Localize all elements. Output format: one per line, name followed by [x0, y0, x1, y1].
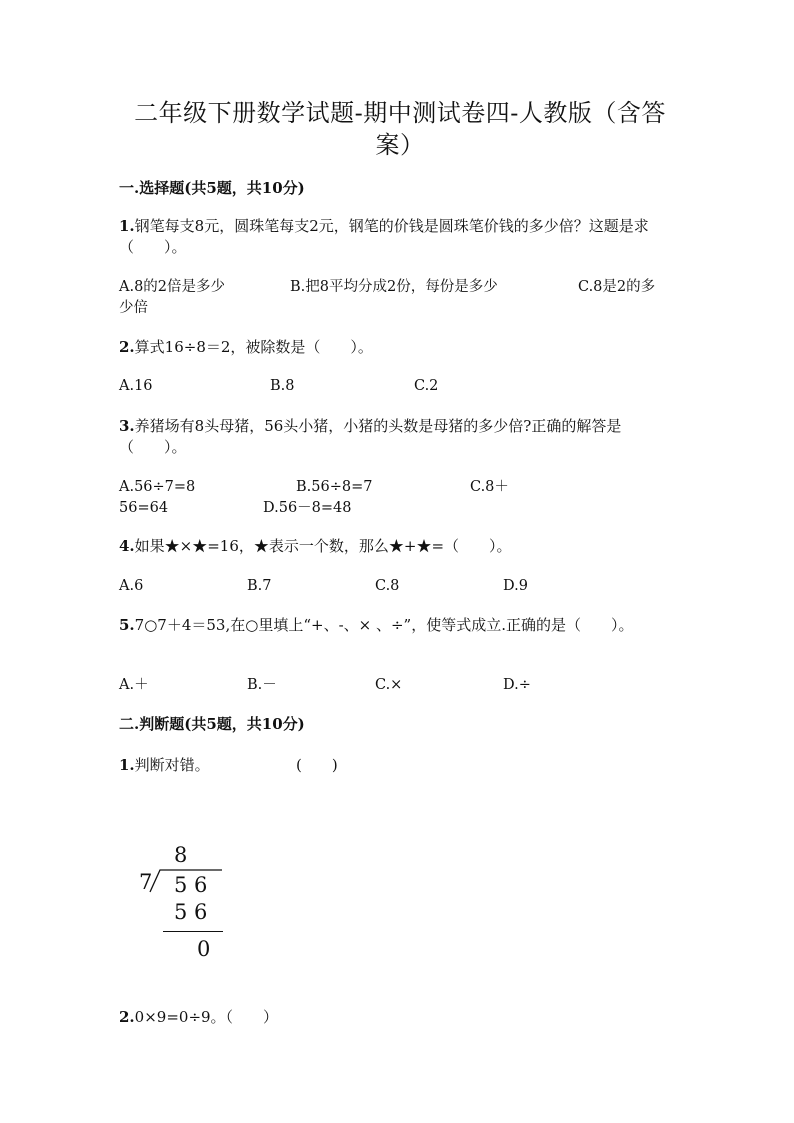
- question-number: 5.: [119, 616, 135, 634]
- question-text: 如果★×★=16，★表示一个数，那么★+★=（ ）。: [134, 537, 512, 555]
- product: 5 6: [174, 900, 208, 924]
- title-line-1: 二年级下册数学试题-期中测试卷四-人教版（含答: [134, 99, 666, 127]
- quotient: 8: [174, 843, 188, 867]
- option-c: C.8: [375, 578, 400, 594]
- option-a: A.6: [119, 578, 144, 594]
- option-b: B.56÷8=7: [296, 479, 373, 495]
- question-2: [119, 337, 675, 358]
- section-heading-choice: 一.选择题(共5题，共10分): [119, 179, 305, 197]
- option-c: C.8＋: [470, 479, 509, 495]
- page-title: [100, 97, 700, 161]
- question-text: 0×9=0÷9。（ ）: [134, 1008, 279, 1026]
- option-d: D.9: [503, 578, 528, 594]
- question-text: 7○7＋4＝53,在○里填上“+、-、× 、÷”，使等式成立.正确的是（ ）。: [134, 616, 634, 634]
- option-c: C.×: [375, 677, 403, 693]
- title-line-2: 案）: [375, 131, 425, 159]
- judgement-question-2: [119, 1007, 675, 1028]
- option-d: D.56－8=48: [263, 500, 352, 516]
- option-c-continued: 56=64: [119, 500, 169, 516]
- option-d: D.÷: [503, 677, 531, 693]
- question-4: [119, 536, 675, 557]
- question-number: 2.: [119, 338, 135, 356]
- question-5: [119, 615, 675, 636]
- option-b: B.把8平均分成2份，每份是多少: [290, 279, 498, 295]
- option-c: C.8是2的多: [578, 279, 656, 295]
- option-a: A.56÷7=8: [119, 479, 196, 495]
- question-number: 1.: [119, 217, 135, 235]
- option-c: C.2: [414, 378, 439, 394]
- question-text: 算式16÷8＝2，被除数是（ ）。: [134, 338, 373, 356]
- option-a: A.8的2倍是多少: [119, 279, 226, 295]
- question-number: 4.: [119, 537, 135, 555]
- question-text: 判断对错。: [134, 756, 210, 774]
- option-b: B.7: [247, 578, 272, 594]
- option-c-continued: 少倍: [119, 300, 148, 316]
- question-text: 养猪场有8头母猪，56头小猪，小猪的头数是母猪的多少倍?正确的解答是（ ）。: [119, 417, 622, 456]
- option-b: B.－: [247, 677, 277, 693]
- judgement-question-1: [119, 755, 675, 776]
- question-number: 3.: [119, 417, 135, 435]
- question-number: 2.: [119, 1008, 135, 1026]
- subtraction-line: [163, 931, 223, 932]
- question-3: [119, 416, 675, 458]
- answer-blank: ( ): [296, 756, 338, 774]
- option-a: A.＋: [119, 677, 149, 693]
- divisor: 7: [139, 870, 153, 894]
- option-a: A.16: [119, 378, 153, 394]
- question-text: 钢笔每支8元，圆珠笔每支2元，钢笔的价钱是圆珠笔价钱的多少倍？这题是求（ ）。: [119, 217, 649, 256]
- option-b: B.8: [270, 378, 295, 394]
- dividend: 5 6: [174, 873, 208, 897]
- section-heading-judgement: 二.判断题(共5题，共10分): [119, 715, 305, 733]
- remainder: 0: [197, 937, 211, 961]
- question-number: 1.: [119, 756, 135, 774]
- question-1: [119, 216, 675, 258]
